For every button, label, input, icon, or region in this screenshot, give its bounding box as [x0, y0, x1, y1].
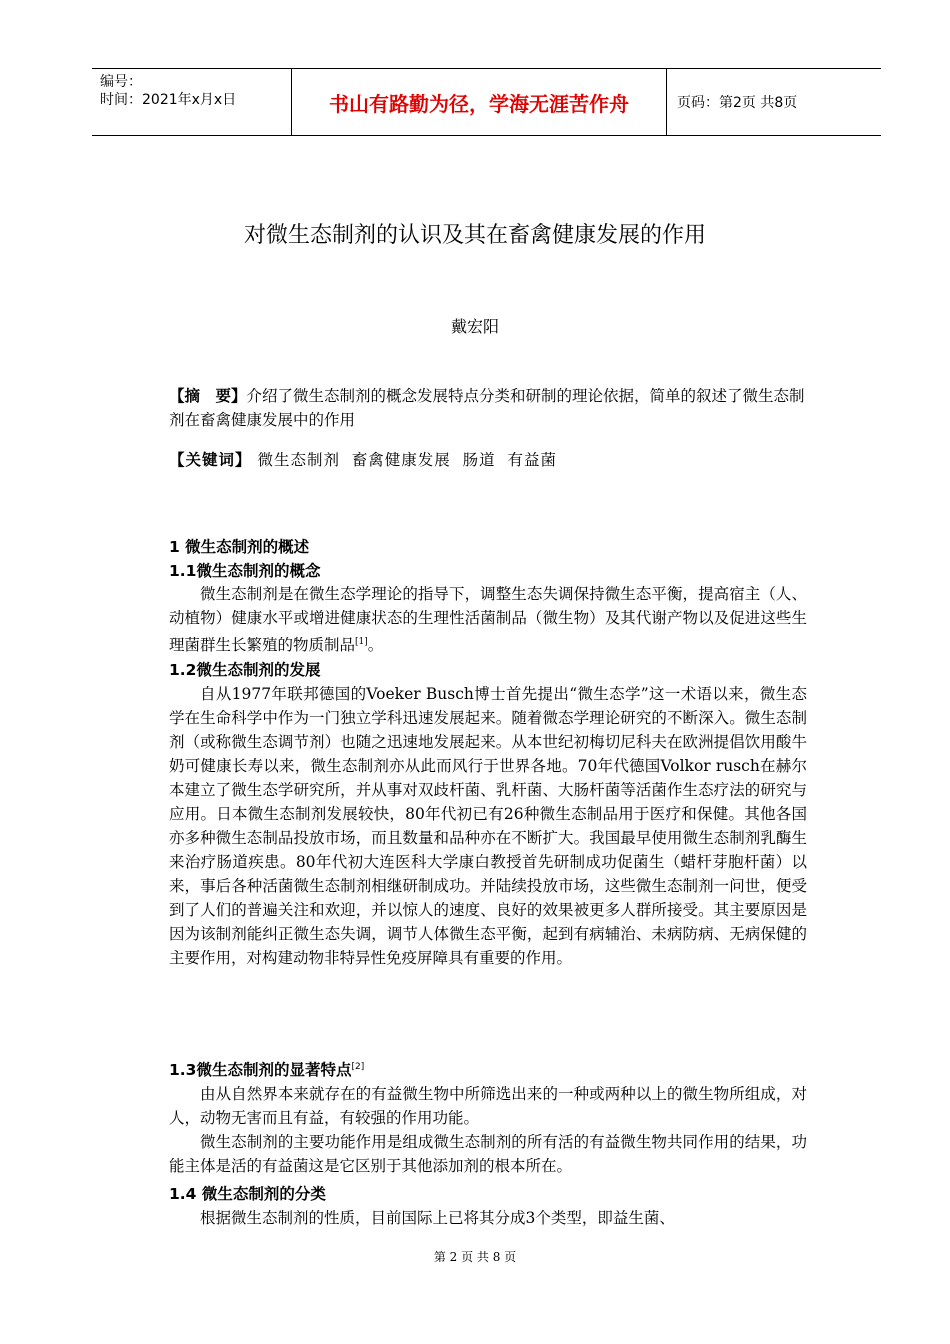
header-page-info: 页码：第2页 共8页: [677, 95, 798, 111]
time-label: 时间：2021年x月x日: [100, 92, 237, 108]
paragraph-concept: [169, 582, 807, 657]
section-heading-1-1: 1.1微生态制剂的概念: [169, 562, 321, 580]
document-title: 对微生态制剂的认识及其在畜禽健康发展的作用: [243, 223, 706, 248]
abstract-label: 【摘 要】: [169, 387, 247, 405]
abstract-text: 介绍了微生态制剂的概念发展特点分类和研制的理论依据，简单的叙述了微生态制剂在畜禽健康发展中的作用: [169, 387, 805, 429]
section-heading-1: 1 微生态制剂的概述: [169, 538, 310, 556]
paragraph-development: 自从1977年联邦德国的Voeker Busch博士首先提出“微生态学”这一术语以来，微生态学在生命科学中作为一门独立学科迅速发展起来。随着微态学理论研究的不断深入。微生态制剂（或称微生态调节剂）也随之迅速地发展起来。从本世纪初梅切尼科夫在欧洲提倡饮用酸牛奶可健康长寿以来，微生态制剂亦从此而风行于世界各地。70年代德国Volkor rusch在赫尔本建立了微生态学研究所，并从事对双歧杆菌、乳杆菌、大肠杆菌等活菌作生态疗法的研究与应用。日本微生态制剂发展较快，80年代初已有26种微生态制品用于医疗和保健。其他各国亦多种微生态制品投放市场，而且数量和品种亦在不断扩大。我国最早使用微生态制剂乳酶生来治疗肠道疾患。80年代初大连医科大学康白教授首先研制成功促菌生（蜡杆芽胞杆菌）以来，事后各种活菌微生态制剂相继研制成功。并陆续投放市场，这些微生态制剂一问世，便受到了人们的普遍关注和欢迎，并以惊人的速度、良好的效果被更多人群所接受。其主要原因是因为该制剂能纠正微生态失调，调节人体微生态平衡，起到有病辅治、未病防病、无病保健的主要作用，对构建动物非特异性免疫屏障具有重要的作用。: [169, 685, 807, 967]
paragraph-concept-end: 。: [367, 636, 384, 655]
abstract: [169, 384, 809, 432]
keywords-label: 【关键词】: [169, 451, 252, 469]
keywords: [169, 448, 809, 470]
paragraph-classification: 根据微生态制剂的性质，目前国际上已将其分成3个类型，即益生菌、: [200, 1209, 675, 1227]
section-heading-1-3: [169, 1058, 364, 1080]
section-heading-1-4: 1.4 微生态制剂的分类: [169, 1185, 326, 1203]
paragraph-features-2: 微生态制剂的主要功能作用是组成微生态制剂的所有活的有益微生物共同作用的结果，功能主体是活的有益菌这是它区别于其他添加剂的根本所在。: [169, 1133, 807, 1175]
page-footer: 第 2 页 共 8 页: [433, 1250, 517, 1264]
keywords-text: 微生态制剂 畜禽健康发展 肠道 有益菌: [251, 451, 558, 469]
paragraph-features-1: 由从自然界本来就存在的有益微生物中所筛选出来的一种或两种以上的微生物所组成，对人，动物无害而且有益，有较强的作用功能。: [169, 1085, 807, 1127]
section-heading-1-2: 1.2微生态制剂的发展: [169, 661, 321, 679]
section-heading-1-3-text: 1.3微生态制剂的显著特点: [169, 1061, 352, 1079]
header-meta: [92, 69, 292, 135]
citation-1: [1]: [355, 637, 368, 647]
citation-2: [2]: [351, 1061, 365, 1072]
header-motto: 书山有路勤为径，学海无涯苦作舟: [292, 69, 667, 135]
author: 戴宏阳: [450, 317, 499, 336]
page-header: [92, 68, 881, 136]
number-label: 编号：: [100, 74, 142, 90]
paragraph-concept-text: 微生态制剂是在微生态学理论的指导下，调整生态失调保持微生态平衡，提高宿主（人、动植物）健康水平或增进健康状态的生理性活菌制品（微生物）及其代谢产物以及促进这些生理菌群生长繁殖的物质制品: [169, 585, 807, 655]
